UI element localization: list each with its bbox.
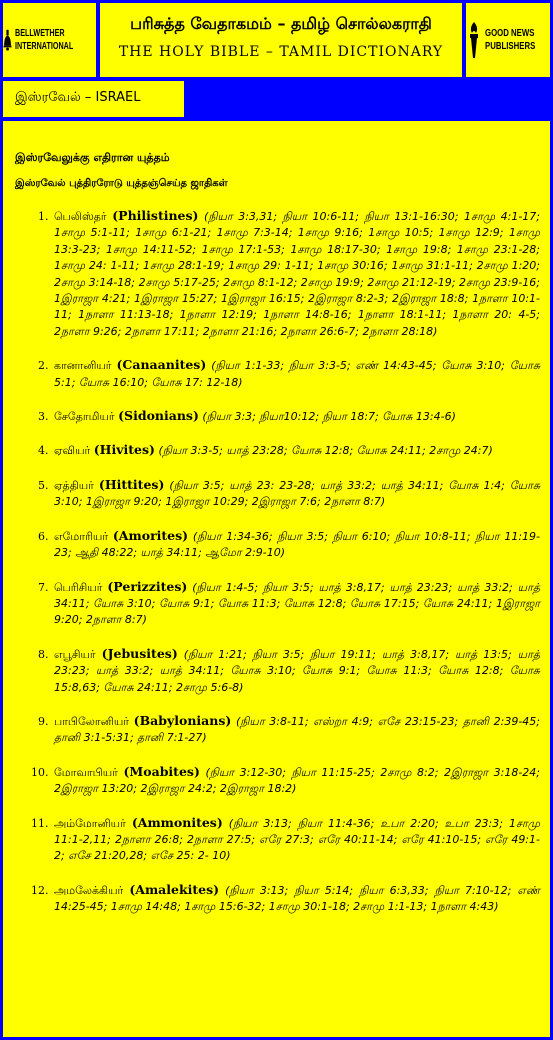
title-banner	[100, 3, 462, 77]
item-english-name: (Canaanites)	[116, 357, 207, 373]
item-english-name: (Sidonians)	[118, 408, 199, 424]
item-references: (நியா 1:1-33; நியா 3:3-5; எண் 14:43-45; யோசு 3:10; யோசு 5:1; யோசு 16:10; யோசு 17: 12-18)	[54, 359, 540, 389]
item-references: (நியா 1:4-5; நியா 3:5; யாத் 3:8,17; யாத் 23:23; யாத் 33:2; யாத் 34:11; யோசு 3:10; யோசு 9:1; யோசு 11:3; யோசு 12:8; யோசு 17:15; யோசு 24:11; 1இராஜா 9:20; 2நாளா 8:7)	[54, 580, 541, 627]
item-english-name: (Philistines)	[112, 208, 199, 223]
nations-list	[3, 208, 550, 916]
item-english-name: (Perizzites)	[107, 578, 188, 594]
item-tamil-name: சேதோமியர்	[54, 410, 115, 424]
list-item	[52, 646, 540, 696]
item-references: (நியா 3:12-30; நியா 11:15-25; 2சாமு 8:2; 2இராஜா 3:18-24; 2இராஜா 13:20; 2இராஜா 24:2; 2இராஜா 18:2)	[54, 765, 541, 796]
item-tamil-name: எபூசியர்	[54, 647, 96, 661]
list-item	[52, 442, 540, 459]
list-item	[52, 815, 540, 865]
entry-subheading-2: இஸ்ரவேல் புத்திரரோடு யுத்தஞ்செய்த ஜாதிகள்	[15, 178, 228, 189]
item-references: (நியா 3:5; யாத் 23: 23-28; யாத் 33:2; யாத் 34:11; யோசு 1:4; யோசு 3:10; 1இராஜா 9:20; 1இராஜா 10:29; 2இராஜா 7:6; 2நாளா 8:7)	[54, 478, 541, 509]
item-english-name: (Hittites)	[98, 476, 165, 492]
list-item	[52, 528, 540, 562]
title-english: THE HOLY BIBLE – TAMIL DICTIONARY	[118, 44, 444, 60]
entry-heading-box	[3, 81, 184, 117]
list-item	[52, 408, 540, 425]
item-tamil-name: கானானியர்	[54, 359, 112, 373]
list-item	[52, 357, 540, 391]
list-item	[52, 764, 540, 798]
left-logo-line2: INTERNATIONAL	[15, 41, 74, 52]
item-references: (நியா 3:3-5; யாத் 23:28; யோசு 12:8; யோசு 24:11; 2சாமு 24:7)	[158, 444, 493, 458]
entry-heading: இஸ்ரவேல் – ISRAEL	[15, 90, 141, 105]
item-english-name: (Amorites)	[112, 527, 189, 543]
item-tamil-name: பெலிஸ்தர்	[54, 210, 107, 223]
item-tamil-name: பாபிலோனியர்	[54, 714, 129, 728]
item-references: (நியா 3:13; நியா 5:14; நியா 6:3,33; நியா 7:10-12; எண் 14:25-45; 1சாமு 14:48; 1சாமு 15:6-32; 1சாமு 30:1-18; 2சாமு 1:1-13; 1நாளா 4:43)	[54, 883, 540, 914]
list-item	[52, 477, 540, 511]
good-news-logo	[466, 3, 550, 77]
bell-icon	[3, 20, 12, 60]
list-item	[52, 579, 540, 629]
item-english-name: (Hivites)	[93, 442, 155, 458]
item-tamil-name: ஏவியர்	[54, 444, 91, 458]
left-logo-line1: BELLWETHER	[15, 28, 65, 39]
list-item	[52, 208, 540, 340]
title-tamil: பரிசுத்த வேதாகமம் – தமிழ் சொல்லகராதி	[130, 14, 432, 33]
bellwether-logo	[3, 3, 96, 77]
item-tamil-name: ஏத்தியர்	[54, 478, 94, 492]
item-tamil-name: எமோரியர்	[54, 529, 109, 543]
list-item	[52, 713, 540, 747]
item-english-name: (Babylonians)	[133, 712, 232, 728]
item-references: (நியா 1:34-36; நியா 3:5; நியா 6:10; நியா 10:8-11; நியா 11:19-23; ஆதி 48:22; யாத் 34:11; ஆமோ 2:9-10)	[54, 529, 540, 560]
torch-icon	[466, 20, 482, 60]
item-english-name: (Ammonites)	[131, 814, 223, 830]
entry-content	[3, 121, 550, 1037]
item-tamil-name: பெரிசியர்	[54, 580, 103, 594]
list-item	[52, 882, 540, 916]
item-references: (நியா 3:13; நியா 11:4-36; உபா 2:20; உபா 23:3; 1சாமு 11:1-2,11; 2நாளா 26:8; 2நாளா 27:5; எரே 27:3; எரே 40:11-14; எரே 41:10-15; எரே 49:1-2; எசே 21:20,28; எசே 25: 2- 10)	[54, 816, 541, 863]
item-tamil-name: அம்மோனியர்	[54, 816, 126, 830]
item-references: (நியா 3:8-11; எஸ்றா 4:9; எசே 23:15-23; தானி 2:39-45; தானி 3:1-5:31; தானி 7:1-27)	[54, 714, 540, 745]
right-logo-line1: GOOD NEWS	[485, 28, 535, 39]
item-english-name: (Amalekites)	[129, 881, 220, 897]
right-logo-line2: PUBLISHERS	[485, 41, 536, 52]
item-english-name: (Jebusites)	[101, 645, 178, 661]
item-english-name: (Moabites)	[123, 763, 200, 779]
item-tamil-name: அமலேக்கியர்	[54, 883, 124, 897]
entry-subheading: இஸ்ரவேலுக்கு எதிரான யுத்தம்	[15, 151, 170, 164]
item-references: (நியா 1:21; நியா 3:5; நியா 19:11; யாத் 3:8,17; யாத் 13:5; யாத் 23:23; யாத் 33:2; யாத் 34:11; யோசு 3:10; யோசு 9:1; யோசு 11:3; யோசு 12:8; யோசு 15:8,63; யோசு 24:11; 2சாமு 5:6-8)	[54, 647, 541, 694]
item-references: (நியா 3:3,31; நியா 10:6-11; நியா 13:1-16:30; 1சாமு 4:1-17; 1சாமு 5:1-11; 1சாமு 6:1-21; 1சாமு 7:3-14; 1சாமு 9:16; 1சாமு 10:5; 1சாமு 12:9; 1சாமு 13:3-23; 1சாமு 14:11-52; 1சாமு 17:1-53; 1சாமு 18:17-30; 1சாமு 19:8; 1சாமு 23:1-28; 1சாமு 24: 1-11; 1சாமு 28:1-19; 1சாமு 29: 1-11; 1சாமு 30:16; 1சாமு 31:1-11; 2சாமு 1:20; 2சாமு 3:14-18; 2சாமு 5:17-25; 2சாமு 8:1-12; 2சாமு 19:9; 2சாமு 21:12-19; 2சாமு 23:9-16; 1இராஜா 4:21; 1இராஜா 15:27; 1இராஜா 16:15; 2இராஜா 8:2-3; 2இராஜா 18:8; 1நாளா 10:1-11; 1நாளா 11:13-18; 1நாளா 12:19; 1நாளா 14:8-16; 1நாளா 18:1-11; 1நாளா 20: 4-5; 2நாளா 9:26; 2நாளா 17:11; 2நாளா 21:16; 2நாளா 26:6-7; 2நாளா 28:18)	[54, 210, 540, 338]
item-references: (நியா 3:3; நியா10:12; நியா 18:7; யோசு 13:4-6)	[202, 410, 456, 424]
item-tamil-name: மோவாபியர்	[54, 765, 118, 779]
